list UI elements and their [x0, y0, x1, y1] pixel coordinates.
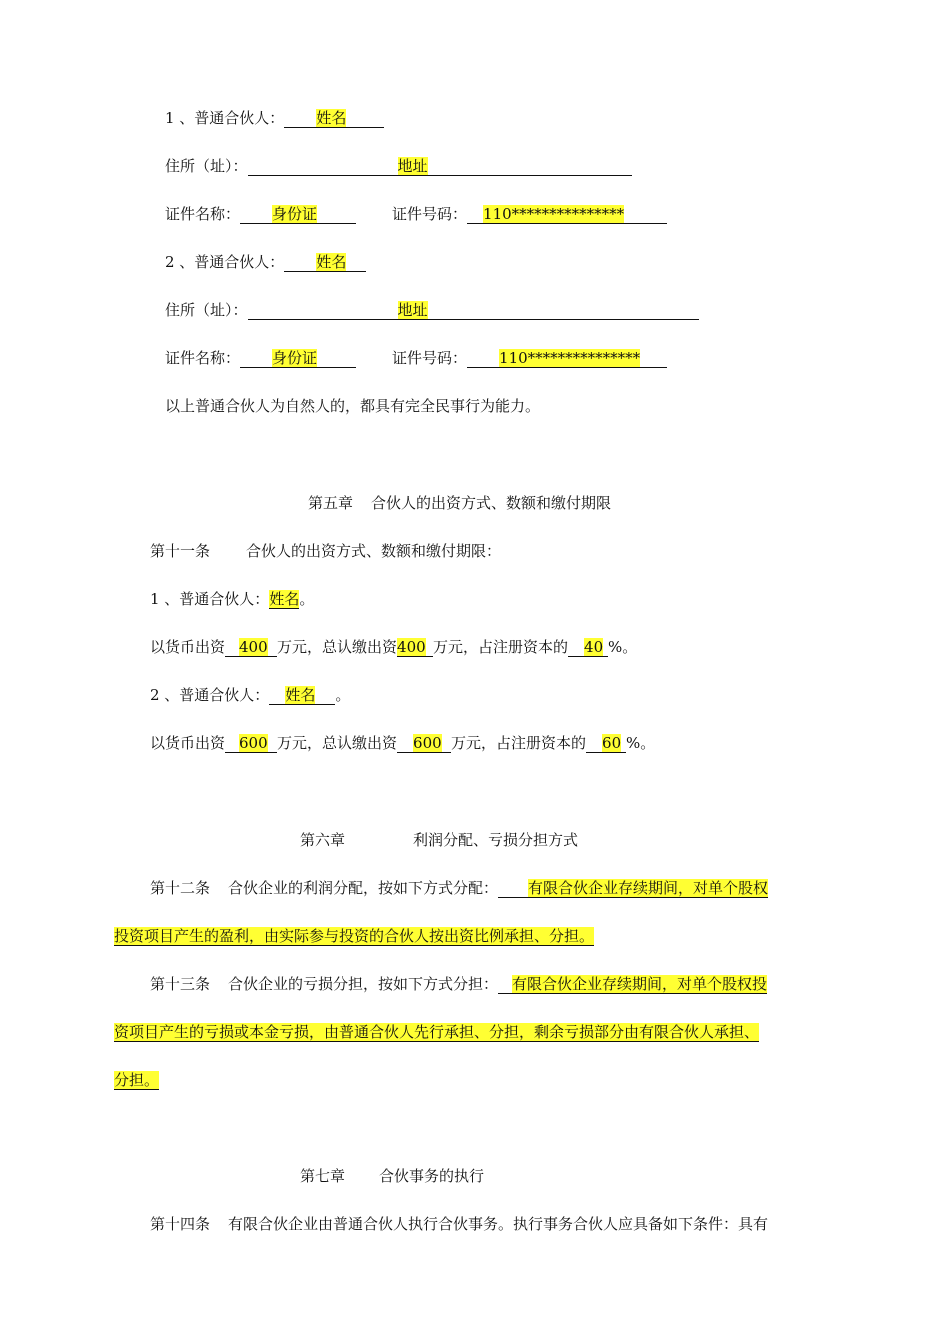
article-13-content-1-field	[498, 975, 767, 994]
article-11-text: 合伙人的出资方式、数额和缴付期限：	[246, 542, 502, 560]
article-14-text: 有限合伙企业由普通合伙人执行合伙事务。执行事务合伙人应具备如下条件：具有	[228, 1215, 769, 1233]
chapter-7-title: 合伙事务的执行	[379, 1167, 485, 1185]
contribution-2-amount: 600	[239, 734, 268, 752]
partner-1-label: 1 、普通合伙人：	[165, 109, 285, 127]
article-12-number: 第十二条	[150, 879, 211, 897]
chapter-7-heading	[300, 1166, 484, 1186]
partner-1-name: 姓名	[316, 109, 347, 127]
partner-2-address-field	[248, 301, 699, 320]
article-13-line-1	[150, 974, 767, 994]
partner-1-id-type: 身份证	[272, 205, 318, 223]
partner-1-id-line	[165, 204, 667, 224]
contribution-1-total: 400	[397, 638, 426, 656]
chapter-5-number: 第五章	[308, 494, 354, 512]
partner-1-address-line	[165, 156, 632, 176]
contribution-1-pct: 40	[584, 638, 604, 656]
partner-1-id-type-field	[240, 205, 356, 224]
contribution-2-text-4: %。	[626, 734, 656, 752]
article-12-content-2: 投资项目产生的盈利，由实际参与投资的合伙人按出资比例承担、分担。	[114, 927, 595, 945]
contribution-1-amount-field	[225, 638, 277, 657]
contribution-1-name: 姓名	[269, 590, 300, 608]
article-13-content-2: 资项目产生的亏损或本金亏损，由普通合伙人先行承担、分担，剩余亏损部分由有限合伙人承担、	[114, 1023, 760, 1041]
contribution-1-text-2: 万元，总认缴出资	[277, 638, 398, 656]
contribution-2-suffix: 。	[335, 686, 351, 704]
partner-2-address-label: 住所（址）：	[165, 301, 248, 319]
partner-2-line	[165, 252, 366, 272]
contribution-1-text-4: %。	[608, 638, 638, 656]
contribution-2-pct: 60	[602, 734, 622, 752]
article-14-number: 第十四条	[150, 1215, 211, 1233]
partner-2-id-type-field	[240, 349, 356, 368]
article-11	[150, 541, 501, 561]
contribution-2-amounts	[150, 733, 655, 753]
partner-1-line	[165, 108, 384, 128]
article-13-content-1: 有限合伙企业存续期间，对单个股权投	[512, 975, 768, 993]
contribution-2-total-field	[397, 734, 451, 753]
article-12-lead: 合伙企业的利润分配，按如下方式分配：	[228, 879, 499, 897]
partner-2-id-type-label: 证件名称：	[165, 349, 241, 367]
article-12-line-2	[114, 926, 594, 946]
contribution-1-amounts	[150, 637, 637, 657]
contribution-2-pct-field	[586, 734, 626, 753]
article-13-number: 第十三条	[150, 975, 211, 993]
contribution-1-total-field	[397, 638, 433, 657]
partner-2-label: 2 、普通合伙人：	[165, 253, 285, 271]
contribution-2-label: 2 、普通合伙人：	[150, 686, 270, 704]
contribution-2-text-3: 万元，占注册资本的	[451, 734, 587, 752]
article-13-lead: 合伙企业的亏损分担，按如下方式分担：	[228, 975, 499, 993]
partner-1-id-no-field	[467, 205, 667, 224]
partner-1-name-field	[284, 109, 384, 128]
contribution-1-partner	[150, 589, 314, 609]
capacity-note: 以上普通合伙人为自然人的，都具有完全民事行为能力。	[165, 397, 541, 415]
partner-1-address-label: 住所（址）：	[165, 157, 248, 175]
article-14-line-1	[150, 1214, 768, 1234]
partner-1-id-no: 110***************	[483, 205, 625, 223]
article-13-line-2	[114, 1022, 759, 1042]
article-12-content-1-field	[498, 879, 768, 898]
article-12-content-1: 有限合伙企业存续期间，对单个股权	[528, 879, 769, 897]
article-12-line-1	[150, 878, 768, 898]
contribution-1-text-3: 万元，占注册资本的	[433, 638, 569, 656]
contribution-1-label: 1 、普通合伙人：	[150, 590, 270, 608]
article-13-line-3	[114, 1070, 159, 1090]
partner-1-address-field	[248, 157, 632, 176]
contribution-2-total: 600	[413, 734, 442, 752]
chapter-6-title: 利润分配、亏损分担方式	[413, 831, 579, 849]
partner-1-address: 地址	[397, 157, 428, 175]
partner-2-id-no-label: 证件号码：	[392, 349, 468, 367]
contribution-1-text-1: 以货币出资	[150, 638, 226, 656]
contribution-2-text-1: 以货币出资	[150, 734, 226, 752]
contribution-2-text-2: 万元，总认缴出资	[277, 734, 398, 752]
partner-2-id-type: 身份证	[272, 349, 318, 367]
chapter-6-heading	[300, 830, 578, 850]
partner-2-address: 地址	[397, 301, 428, 319]
partner-1-id-type-label: 证件名称：	[165, 205, 241, 223]
partner-2-name: 姓名	[316, 253, 347, 271]
contribution-2-name: 姓名	[285, 686, 316, 704]
article-11-number: 第十一条	[150, 542, 211, 560]
partner-2-name-field	[284, 253, 366, 272]
chapter-7-number: 第七章	[300, 1167, 346, 1185]
chapter-5-heading	[308, 493, 611, 513]
contribution-2-name-field	[269, 686, 335, 705]
chapter-6-number: 第六章	[300, 831, 346, 849]
partner-2-id-no: 110***************	[499, 349, 641, 367]
partner-2-id-line	[165, 348, 667, 368]
contribution-1-suffix: 。	[299, 590, 315, 608]
partner-2-address-line	[165, 300, 699, 320]
contribution-2-amount-field	[225, 734, 277, 753]
partner-2-id-no-field	[467, 349, 667, 368]
contribution-1-amount: 400	[239, 638, 268, 656]
chapter-5-title: 合伙人的出资方式、数额和缴付期限	[371, 494, 612, 512]
contribution-1-pct-field	[568, 638, 608, 657]
contribution-2-partner	[150, 685, 350, 705]
partner-1-id-no-label: 证件号码：	[392, 205, 468, 223]
article-13-content-3: 分担。	[114, 1071, 160, 1089]
